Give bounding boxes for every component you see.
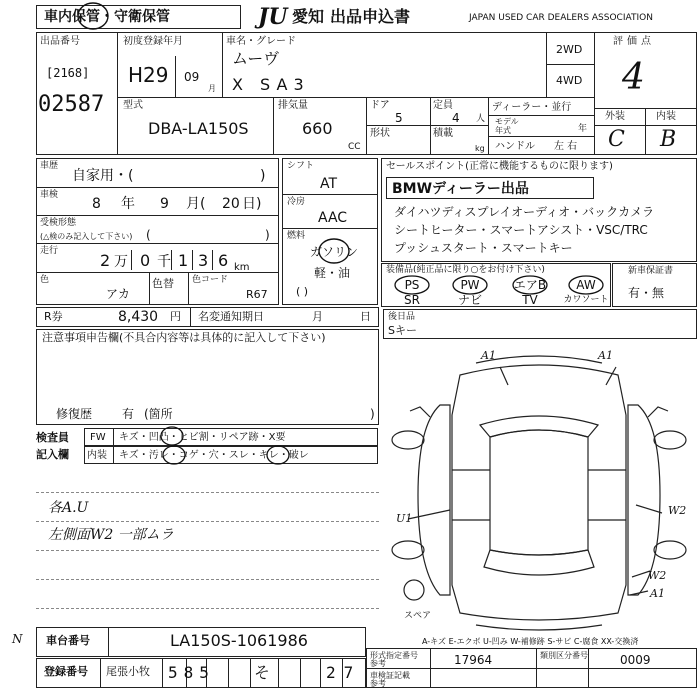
- interior-label: 内装: [656, 111, 676, 122]
- type-designation-ref: 参考: [370, 659, 386, 668]
- damage-mark-left-side: U1: [396, 512, 413, 525]
- inspection-year-unit: 年: [121, 196, 135, 212]
- cooling-label: 冷房: [287, 197, 306, 207]
- recycle-unit: 円: [170, 310, 181, 323]
- spare-tire-label: スペア: [404, 611, 432, 621]
- damage-mark-rear-right-1: W2: [648, 569, 667, 582]
- cert-record-ref: 参考: [370, 679, 386, 688]
- receipt-paren-open: (: [146, 228, 151, 242]
- selling-point-line-2: シートヒーター・スマートアシスト・VSC/TRC: [394, 223, 648, 237]
- history-close: ): [260, 168, 266, 184]
- exterior-label: 外装: [605, 111, 625, 122]
- handle-left-right: 左 右: [554, 141, 578, 152]
- selling-points-label: セールスポイント(正常に機能するものに限ります): [386, 161, 613, 172]
- change-notice-month: 月: [312, 310, 323, 323]
- registration-label: 登録番号: [44, 665, 88, 678]
- first-registration-label: 初度登録年月: [123, 36, 183, 47]
- history-value: 自家用・(: [72, 168, 134, 184]
- model-label: 型式: [123, 100, 143, 111]
- entry-code: [2168]: [46, 66, 90, 80]
- mileage-man: 2: [100, 251, 111, 270]
- later-items-value: Sキー: [388, 324, 417, 337]
- mileage-digit-2: 3: [198, 251, 209, 270]
- fw-label: FW: [90, 432, 106, 443]
- interior-inspect-label: 内装: [87, 450, 107, 461]
- inspection-label: 車検: [40, 190, 59, 200]
- new-warranty-value: 有・無: [628, 286, 665, 300]
- car-name: ムーヴ: [232, 49, 280, 68]
- shape-label: 形状: [370, 128, 390, 139]
- equipment-circle-marks: [392, 274, 612, 296]
- notes-label: 注意事項申告欄(不具合内容等は具体的に記入して下さい): [42, 331, 326, 344]
- doors-value: 5: [395, 111, 403, 125]
- exterior-score: C: [608, 127, 625, 152]
- equip-sr: SR: [404, 293, 420, 307]
- cooling-value: AAC: [318, 210, 348, 226]
- brand-name: 愛知: [292, 7, 325, 26]
- later-items-box: [383, 309, 697, 339]
- type-designation-label: 形式指定番号: [370, 651, 418, 660]
- new-warranty-label: 新車保証書: [628, 266, 674, 276]
- mileage-man-unit: 万: [114, 254, 128, 270]
- bmw-dealer-line: BMWディーラー出品: [392, 181, 529, 197]
- capacity-label: 定員: [433, 100, 453, 111]
- entry-number-label: 出品番号: [40, 36, 80, 47]
- color-change-label: 色替: [152, 277, 174, 290]
- inspection-year: 8: [92, 196, 101, 212]
- repair-history-label: 修復歴: [56, 407, 93, 421]
- registration-area: 尾張小牧: [106, 665, 150, 678]
- dealer-label: ディーラー・並行: [492, 102, 572, 113]
- fuel-diesel: 軽・油: [314, 266, 351, 280]
- color-label: 色: [40, 275, 50, 285]
- first-registration-month: 09: [184, 70, 200, 84]
- repair-history-place: (箇所: [144, 407, 173, 421]
- fuel-label: 燃料: [287, 231, 306, 241]
- category-number-value: 0009: [620, 653, 651, 667]
- equip-ps: PS: [404, 278, 420, 292]
- change-notice-label: 名変通知期日: [198, 310, 264, 323]
- interior-score: B: [660, 127, 677, 152]
- recycle-label: R券: [44, 310, 63, 323]
- storage-circle-mark: [75, 0, 111, 32]
- fuel-other: ( ): [296, 285, 309, 298]
- mileage-digit-3: 6: [218, 251, 229, 270]
- damage-mark-right-side: W2: [668, 504, 687, 517]
- margin-mark: N: [12, 632, 23, 646]
- repair-history-close: ): [370, 407, 375, 421]
- color-code-value: R67: [246, 288, 268, 301]
- inspector-circle-marks: [150, 424, 300, 468]
- color-code-label: 色コード: [192, 275, 229, 285]
- drive-4wd: 4WD: [556, 74, 583, 87]
- load-unit: kg: [475, 144, 485, 153]
- car-name-grade-label: 車名・グレード: [226, 36, 296, 47]
- model-year-label: モデル年式: [495, 117, 519, 135]
- shift-value: AT: [320, 176, 338, 192]
- damage-mark-front-left: A1: [481, 349, 496, 362]
- ju-logo: JU: [258, 4, 288, 30]
- mileage-sen-unit: 千: [157, 254, 171, 270]
- equip-pw: PW: [460, 278, 480, 292]
- selling-point-line-1: ダイハツディスプレイオーディオ・バックカメラ: [394, 205, 655, 219]
- color-value: アカ: [106, 287, 130, 301]
- handwritten-note-1: 各A.U: [48, 500, 89, 516]
- inspector-label-1: 検査員: [36, 431, 69, 444]
- chassis-value: LA150S-1061986: [170, 631, 308, 650]
- damage-mark-rear-right-2: A1: [650, 587, 665, 600]
- shift-label: シフト: [287, 161, 315, 171]
- doors-label: ドア: [370, 100, 390, 111]
- receipt-paren-close: ): [265, 228, 270, 242]
- first-registration-era: H29: [128, 63, 169, 87]
- inspection-month: 9: [160, 196, 169, 212]
- mileage-label: 走行: [40, 246, 59, 256]
- registration-kana: そ: [254, 663, 271, 682]
- score-value: 4: [622, 57, 645, 98]
- selling-point-line-3: プッシュスタート・スマートキー: [394, 241, 573, 255]
- handwritten-note-2: 左側面W2 一部ムラ: [48, 527, 174, 543]
- mileage-sen: 0: [140, 251, 151, 270]
- displacement-value: 660: [302, 119, 333, 138]
- capacity-unit: 人: [476, 114, 486, 124]
- handle-label: ハンドル: [495, 141, 535, 152]
- receipt-label: 受検形態: [40, 218, 77, 228]
- mileage-unit: km: [234, 262, 250, 273]
- category-number-label: 類別区分番号: [540, 651, 588, 660]
- association-name: JAPAN USED CAR DEALERS ASSOCIATION: [469, 13, 653, 23]
- gasoline-circle-mark: [316, 236, 352, 266]
- capacity-value: 4: [452, 111, 460, 125]
- receipt-note: (△検のみ記入して下さい): [40, 232, 133, 241]
- equip-kawasoto: カワソート: [563, 295, 609, 305]
- registration-plate: 27: [326, 663, 362, 682]
- change-notice-day: 日: [360, 310, 371, 323]
- history-label: 車歴: [40, 161, 59, 171]
- equipment-label: 装備品(純正品に限り○をお付け下さい): [386, 265, 545, 275]
- inspector-label-2: 記入欄: [36, 448, 69, 461]
- form-title: 出品申込書: [330, 7, 411, 26]
- fuel-gasoline: ガソリン: [310, 245, 359, 259]
- chassis-label: 車台番号: [46, 634, 90, 647]
- inspection-day-close: 日): [242, 196, 262, 212]
- car-grade: X SA3: [232, 75, 310, 94]
- model-year-unit: 年: [578, 124, 588, 134]
- entry-number: 02587: [38, 92, 105, 117]
- cert-record-label: 車検証記載: [370, 671, 410, 680]
- repair-history-value: 有: [122, 407, 135, 421]
- equip-aw: AW: [576, 278, 596, 292]
- registration-number: 585: [168, 663, 215, 682]
- model-value: DBA-LA150S: [148, 119, 249, 138]
- displacement-unit: CC: [348, 142, 361, 152]
- fw-items: キズ・凹凸・ヒビ割・リペア跡・X要: [119, 432, 286, 443]
- displacement-label: 排気量: [278, 100, 308, 111]
- damage-mark-front-right: A1: [598, 349, 613, 362]
- equip-tv: TV: [522, 293, 538, 307]
- inspection-month-unit: 月(: [186, 196, 206, 212]
- storage-label: 車内保管・守衛保管: [44, 9, 170, 25]
- mileage-digit-1: 1: [178, 251, 189, 270]
- recycle-value: 8,430: [118, 309, 159, 325]
- score-label: 評価点: [613, 36, 655, 47]
- interior-inspect-items: キズ・汚レ・コゲ・穴・スレ・キレ・破レ: [119, 450, 309, 461]
- equip-airbag: エアB: [513, 278, 547, 292]
- load-label: 積載: [433, 128, 453, 139]
- equip-navi: ナビ: [457, 293, 482, 307]
- month-unit: 月: [208, 84, 216, 93]
- type-designation-value: 17964: [454, 653, 493, 667]
- inspection-day: 20: [222, 196, 240, 212]
- later-items-label: 後日品: [388, 312, 416, 322]
- drive-2wd: 2WD: [556, 43, 583, 56]
- damage-legend: A-キズ E-エクボ U-凹み W-補修跡 S-サビ C-腐食 XX-交換済: [422, 637, 639, 646]
